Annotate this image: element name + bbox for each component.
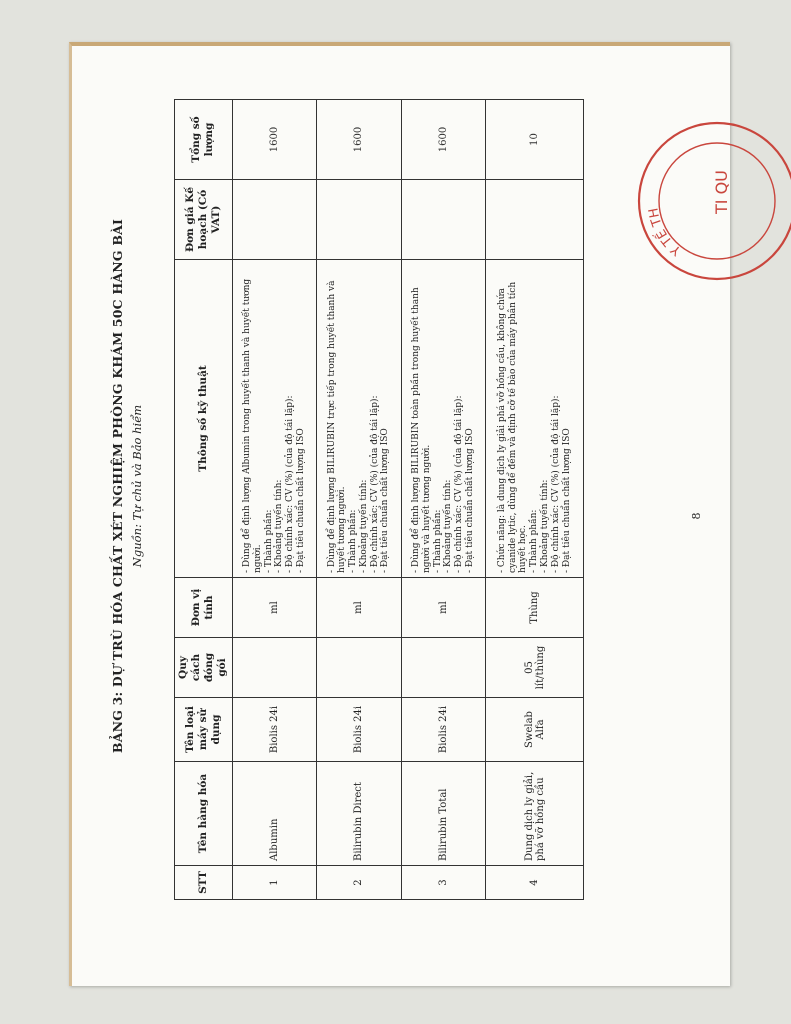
table-row bbox=[486, 100, 584, 900]
cell-price bbox=[317, 180, 402, 260]
cell-unit: ml bbox=[232, 578, 317, 638]
cell-stt: 4 bbox=[486, 866, 584, 900]
table-row bbox=[232, 100, 317, 900]
stamp-inner-text: TI QU bbox=[712, 170, 731, 214]
spec-line: - Thành phần: bbox=[432, 509, 443, 573]
cell-spec bbox=[232, 260, 317, 578]
cell-machine: Swelab Alfa bbox=[486, 698, 584, 762]
header-stt: STT bbox=[175, 866, 233, 900]
spec-line: - Dùng để định lượng BILIRUBIN trực tiếp trong huyết thanh và huyết tương người. bbox=[326, 280, 348, 573]
cell-total: 1600 bbox=[317, 100, 402, 180]
official-stamp bbox=[632, 116, 791, 286]
cell-machine: Biolis 24i bbox=[232, 698, 317, 762]
cell-packaging bbox=[401, 638, 486, 698]
spec-line: - Khoảng tuyến tính: bbox=[443, 479, 454, 573]
cell-name: Bilirubin Direct bbox=[317, 762, 402, 866]
cell-unit: ml bbox=[317, 578, 402, 638]
cell-packaging bbox=[232, 638, 317, 698]
cell-packaging: 05 lít/thùng bbox=[486, 638, 584, 698]
table-body bbox=[232, 100, 584, 900]
cell-spec bbox=[486, 260, 584, 578]
cell-stt: 3 bbox=[401, 866, 486, 900]
header-spec: Thông số kỹ thuật bbox=[175, 260, 233, 578]
spec-line: - Khoảng tuyến tính: bbox=[358, 479, 369, 573]
cell-name: Albumin bbox=[232, 762, 317, 866]
cell-machine: Biolis 24i bbox=[401, 698, 486, 762]
cell-price bbox=[232, 180, 317, 260]
page-number: 8 bbox=[690, 512, 703, 520]
spec-line: - Đạt tiêu chuẩn chất lượng ISO bbox=[465, 428, 476, 573]
spec-line: - Chức năng: là dung dịch ly giải phá vỡ hồng cầu, không chứa cyanide lytic, dùng để đếm và định cỡ tế bào của máy phân tích huyết học. bbox=[496, 281, 529, 573]
cell-price bbox=[401, 180, 486, 260]
spec-line: - Độ chính xác: CV (%) (của độ tái lặp): bbox=[285, 395, 296, 573]
header-name: Tên hàng hóa bbox=[175, 762, 233, 866]
spec-line: - Khoảng tuyến tính: bbox=[540, 479, 551, 573]
cell-unit: Thùng bbox=[486, 578, 584, 638]
cell-spec bbox=[317, 260, 402, 578]
cell-spec bbox=[401, 260, 486, 578]
table-row bbox=[401, 100, 486, 900]
table-row bbox=[317, 100, 402, 900]
cell-machine: Biolis 24i bbox=[317, 698, 402, 762]
spec-line: - Đạt tiêu chuẩn chất lượng ISO bbox=[561, 428, 572, 573]
spec-line: - Độ chính xác: CV (%) (của độ tái lặp): bbox=[369, 395, 380, 573]
spec-line: - Đạt tiêu chuẩn chất lượng ISO bbox=[380, 428, 391, 573]
cell-name: Bilirubin Total bbox=[401, 762, 486, 866]
table-header-row bbox=[175, 100, 233, 900]
stamp-text: Y TẾ TH bbox=[646, 206, 685, 259]
cell-total: 10 bbox=[486, 100, 584, 180]
supplies-table bbox=[174, 99, 584, 900]
cell-price bbox=[486, 180, 584, 260]
cell-total: 1600 bbox=[401, 100, 486, 180]
header-packaging: Quy cách đóng gói bbox=[175, 638, 233, 698]
cell-unit: ml bbox=[401, 578, 486, 638]
cell-stt: 1 bbox=[232, 866, 317, 900]
header-unit: Đơn vị tính bbox=[175, 578, 233, 638]
spec-line: - Dùng để định lượng BILIRUBIN toàn phần trong huyết thanh người và huyết tương người. bbox=[411, 287, 432, 573]
cell-name: Dung dịch ly giải, phá vỡ hồng cầu bbox=[486, 762, 584, 866]
spec-line: - Đạt tiêu chuẩn chất lượng ISO bbox=[295, 428, 306, 573]
cell-stt: 2 bbox=[317, 866, 402, 900]
spec-line: - Dùng để định lượng Albumin trong huyết thanh và huyết tương người. bbox=[241, 278, 263, 573]
spec-line: - Thành phần: bbox=[529, 509, 540, 573]
spec-line: - Thành phần: bbox=[263, 509, 274, 573]
page-title: BẢNG 3: DỰ TRÙ HÓA CHẤT XÉT NGHIỆM PHÒNG KHÁM 50C HÀNG BÀI bbox=[110, 218, 125, 754]
spec-line: - Độ chính xác: CV (%) (của độ tái lặp): bbox=[454, 395, 465, 573]
header-machine: Tên loại máy sử dụng bbox=[175, 698, 233, 762]
header-price: Đơn giá Kế hoạch (Có VAT) bbox=[175, 180, 233, 260]
document-page bbox=[69, 42, 730, 986]
cell-packaging bbox=[317, 638, 402, 698]
page-subtitle: Nguồn: Tự chủ và Bảo hiểm bbox=[130, 404, 144, 568]
cell-total: 1600 bbox=[232, 100, 317, 180]
header-total: Tổng số lượng bbox=[175, 100, 233, 180]
spec-line: - Khoảng tuyến tính: bbox=[274, 479, 285, 573]
rotated-content bbox=[72, 46, 730, 986]
spec-line: - Thành phần: bbox=[348, 509, 359, 573]
spec-line: - Độ chính xác: CV (%) (của độ tái lặp): bbox=[550, 395, 561, 573]
